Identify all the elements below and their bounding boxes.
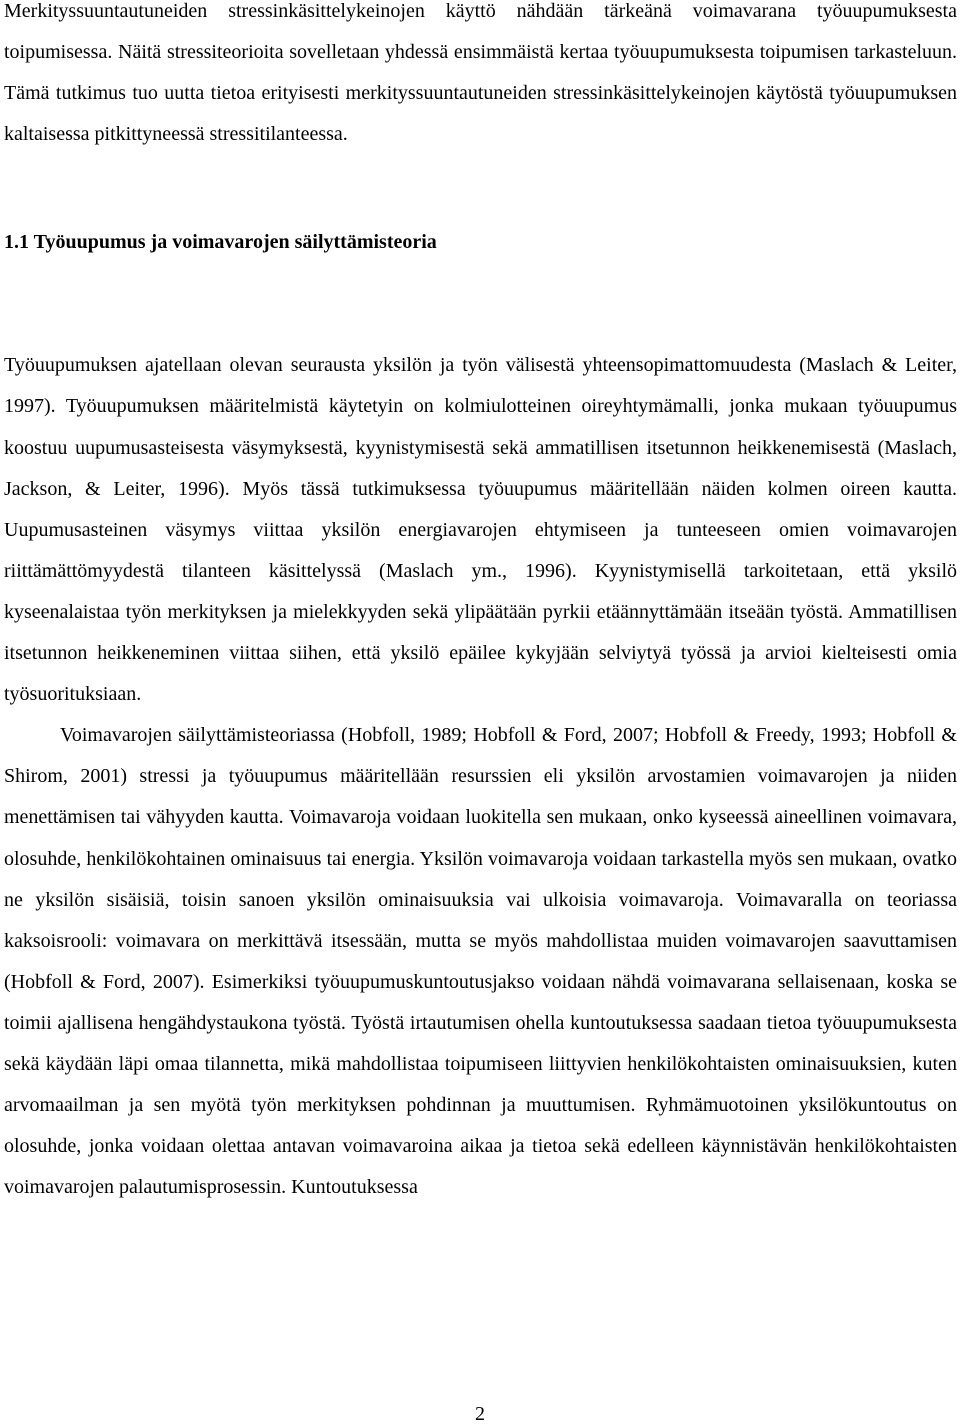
burnout-paragraph: Työuupumuksen ajatellaan olevan seurausta yksilön ja työn välisestä yhteensopimattomuudesta (Maslach & Leiter, 1997). Työuupumuksen määritelmistä käytetyin on kolmiulotteinen oireyhtymämalli, jonka mukaan työuupumus koostuu uupumusasteisesta väsymyksestä, kyynistymisestä sekä ammatillisen itsetunnon heikkenemisestä (Maslach, Jackson, & Leiter, 1996). Myös tässä tutkimuksessa työuupumus määritellään näiden kolmen oireen kautta. Uupumusasteinen väsymys viittaa yksilön energiavarojen ehtymiseen ja tunteeseen omien voimavarojen riittämättömyydestä tilanteen käsittelyssä (Maslach ym., 1996). Kyynistymisellä tarkoitetaan, että yksilö kyseenalaistaa työn merkityksen ja mielekkyyden sekä ylipäätään pyrkii etäännyttämään itseään työstä. Ammatillisen itsetunnon heikkeneminen viittaa siihen, että yksilö epäilee kykyjään selviytyä työssä ja arvioi kielteisesti omia työsuorituksiaan. [4, 354, 957, 706]
document-page [4, 0, 957, 1208]
cor-theory-paragraph: Voimavarojen säilyttämisteoriassa (Hobfoll, 1989; Hobfoll & Ford, 2007; Hobfoll & Freedy, 1993; Hobfoll & Shirom, 2001) stressi ja työuupumus määritellään resurssien eli yksilön arvostamien voimavarojen ja niiden menettämisen tai vähyyden kautta. Voimavaroja voidaan luokitella sen mukaan, onko kyseessä aineellinen voimavara, olosuhde, henkilökohtainen ominaisuus tai energia. Yksilön voimavaroja voidaan tarkastella myös sen mukaan, ovatko ne yksilön sisäisiä, toisin sanoen yksilön ominaisuuksia vai ulkoisia voimavaroja. Voimavaralla on teoriassa kaksoisrooli: voimavara on merkittävä itsessään, mutta se myös mahdollistaa muiden voimavarojen saavuttamisen (Hobfoll & Ford, 2007). Esimerkiksi työuupumuskuntoutusjakso voidaan nähdä voimavarana sellaisenaan, koska se toimii ajallisena hengähdystaukona työstä. Työstä irtautumisen ohella kuntoutuksessa saadaan tietoa työuupumuksesta sekä käydään läpi omaa tilannetta, mikä mahdollistaa toipumiseen liittyvien henkilökohtaisten ominaisuuksien, kuten arvomaailman ja sen myötä työn merkityksen pohdinnan ja muuttumisen. Ryhmämuotoinen yksilökuntoutus on olosuhde, jonka voidaan olettaa antavan voimavaroina aikaa ja tietoa sekä edelleen käynnistävän henkilökohtaisten voimavarojen palautumisprosessin. Kuntoutuksessa [4, 724, 957, 1199]
intro-paragraph: Merkityssuuntautuneiden stressinkäsittelykeinojen käyttö nähdään tärkeänä voimavarana työuupumuksesta toipumisessa. Näitä stressiteorioita sovelletaan yhdessä ensimmäistä kertaa työuupumuksesta toipumisen tarkasteluun. Tämä tutkimus tuo uutta tietoa erityisesti merkityssuuntautuneiden stressinkäsittelykeinojen käytöstä työuupumuksen kaltaisessa pitkittyneessä stressitilanteessa. [4, 0, 957, 146]
section-heading: 1.1 Työuupumus ja voimavarojen säilyttämisteoria [4, 231, 437, 254]
page-number: 2 [475, 1403, 485, 1425]
